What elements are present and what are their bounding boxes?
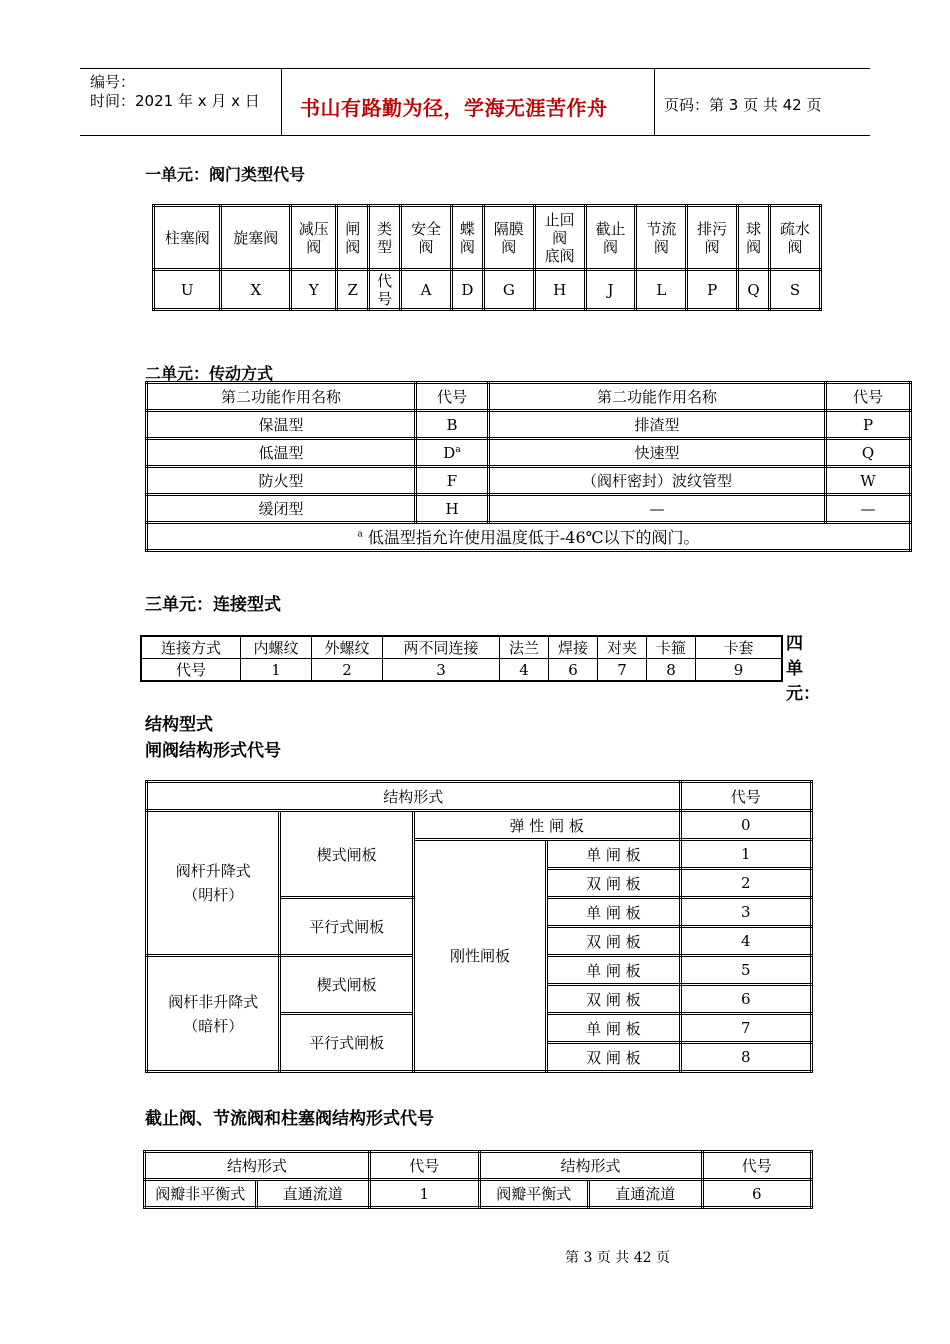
connection-code-row xyxy=(141,659,782,682)
header-page-label: 页码：第 3 页 共 42 页 xyxy=(664,96,822,114)
structure-code: 1 xyxy=(680,840,811,869)
single-gate-cell: 单 闸 板 xyxy=(547,1014,680,1043)
header-divider-right xyxy=(654,68,655,136)
table-row xyxy=(147,439,911,467)
page-footer: 第 3 页 共 42 页 xyxy=(565,1250,670,1266)
structure-code: 8 xyxy=(680,1043,811,1072)
valve-type-name: 闸 阀 xyxy=(337,206,369,270)
wedge-gate-cell: 楔式闸板 xyxy=(280,811,413,898)
col-header: 第二功能作用名称 xyxy=(147,383,416,411)
connection-code: 9 xyxy=(696,659,783,682)
valve-type-name: 隔膜 阀 xyxy=(483,206,534,270)
connection-header: 连接方式 xyxy=(141,636,241,659)
valve-type-code: J xyxy=(585,270,636,310)
connection-header: 代号 xyxy=(141,659,241,682)
elastic-gate-cell: 弹 性 闸 板 xyxy=(413,811,680,840)
stem-nonrising-sub: （暗杆） xyxy=(183,1016,244,1035)
col-header: 结构形式 xyxy=(479,1152,702,1180)
disc-type: 阀瓣平衡式 xyxy=(479,1180,588,1208)
drive-mode-table xyxy=(145,381,912,552)
connection-code: 2 xyxy=(312,659,383,682)
col-header: 第二功能作用名称 xyxy=(489,383,826,411)
function-name: 快速型 xyxy=(489,439,826,467)
connection-type-table xyxy=(140,635,783,682)
connection-code: 6 xyxy=(549,659,598,682)
col-header: 代号 xyxy=(702,1152,812,1180)
connection-name-row xyxy=(141,636,782,659)
valve-type-name: 类 型 xyxy=(369,206,401,270)
valve-type-code: Q xyxy=(738,270,770,310)
function-name: 低温型 xyxy=(147,439,416,467)
header-date-label: 时间：2021 年 x 月 x 日 xyxy=(90,92,260,110)
valve-type-code: X xyxy=(221,270,291,310)
valve-type-code: Y xyxy=(291,270,337,310)
valve-type-code: 代 号 xyxy=(369,270,401,310)
header-top-rule xyxy=(80,68,870,69)
unit5-title: 截止阀、节流阀和柱塞阀结构形式代号 xyxy=(145,1109,434,1129)
valve-type-code: U xyxy=(154,270,221,310)
col-header: 代号 xyxy=(370,1152,479,1180)
connection-name: 卡箍 xyxy=(647,636,696,659)
table-header-row xyxy=(147,782,812,811)
double-gate-cell: 双 闸 板 xyxy=(547,985,680,1014)
function-code: — xyxy=(826,495,911,523)
single-gate-cell: 单 闸 板 xyxy=(547,956,680,985)
valve-type-name: 安全 阀 xyxy=(401,206,452,270)
function-name: 保温型 xyxy=(147,411,416,439)
side-label-char: 四 xyxy=(786,634,803,654)
parallel-gate-cell: 平行式闸板 xyxy=(280,1014,413,1072)
unit1-title: 一单元：阀门类型代号 xyxy=(145,165,306,184)
footnote xyxy=(147,523,911,551)
function-code: $D^a$ xyxy=(416,439,489,467)
side-label-char: 单 xyxy=(786,659,803,679)
side-label-char: 元： xyxy=(786,684,820,704)
connection-code: 7 xyxy=(598,659,647,682)
function-name: — xyxy=(489,495,826,523)
flow-path: 直通流道 xyxy=(256,1180,370,1208)
flow-path: 直通流道 xyxy=(588,1180,702,1208)
function-code: W xyxy=(826,467,911,495)
connection-code: 1 xyxy=(241,659,312,682)
connection-code: 8 xyxy=(647,659,696,682)
col-header: 结构形式 xyxy=(147,782,681,811)
valve-type-code: P xyxy=(687,270,738,310)
structure-code: 7 xyxy=(680,1014,811,1043)
function-name: 缓闭型 xyxy=(147,495,416,523)
single-gate-cell: 单 闸 板 xyxy=(547,840,680,869)
stem-rising-cell xyxy=(147,811,280,956)
stem-nonrising-cell xyxy=(147,956,280,1072)
valve-type-name: 止回 阀 底阀 xyxy=(534,206,585,270)
disc-type: 阀瓣非平衡式 xyxy=(145,1180,257,1208)
header-bottom-rule xyxy=(80,135,870,136)
wedge-gate-cell: 楔式闸板 xyxy=(280,956,413,1014)
footnote-marker: a xyxy=(455,444,461,455)
function-code: F xyxy=(416,467,489,495)
rigid-gate-cell: 刚性闸板 xyxy=(413,840,546,1072)
function-code: Q xyxy=(826,439,911,467)
valve-type-name: 球 阀 xyxy=(738,206,770,270)
function-code: P xyxy=(826,411,911,439)
header-id-label: 编号： xyxy=(90,73,136,91)
valve-type-name: 截止 阀 xyxy=(585,206,636,270)
valve-type-name: 排污 阀 xyxy=(687,206,738,270)
valve-type-name: 减压 阀 xyxy=(291,206,337,270)
double-gate-cell: 双 闸 板 xyxy=(547,1043,680,1072)
col-header: 结构形式 xyxy=(145,1152,370,1180)
footnote-marker: a xyxy=(357,529,363,540)
col-header: 代号 xyxy=(416,383,489,411)
table-header-row xyxy=(145,1152,812,1180)
valve-type-code-row xyxy=(154,270,821,310)
table-row xyxy=(147,495,911,523)
structure-code: 6 xyxy=(702,1180,812,1208)
structure-code: 2 xyxy=(680,869,811,898)
connection-name: 卡套 xyxy=(696,636,783,659)
double-gate-cell: 双 闸 板 xyxy=(547,869,680,898)
drive-mode-header-row xyxy=(147,383,911,411)
unit4-side-label xyxy=(786,632,820,707)
table-row xyxy=(147,467,911,495)
gate-valve-structure-table xyxy=(145,780,813,1073)
connection-name: 外螺纹 xyxy=(312,636,383,659)
valve-type-name: 蝶 阀 xyxy=(451,206,483,270)
connection-name: 对夹 xyxy=(598,636,647,659)
valve-type-code: Z xyxy=(337,270,369,310)
connection-name: 法兰 xyxy=(500,636,549,659)
header-divider-left xyxy=(281,68,282,136)
valve-type-code: A xyxy=(401,270,452,310)
unit2-title: 二单元：传动方式 xyxy=(145,364,274,383)
valve-type-name: 柱塞阀 xyxy=(154,206,221,270)
valve-type-table xyxy=(152,204,822,311)
valve-type-name: 疏水 阀 xyxy=(770,206,821,270)
header-motto: 书山有路勤为径，学海无涯苦作舟 xyxy=(300,96,608,120)
function-name: 防火型 xyxy=(147,467,416,495)
parallel-gate-cell: 平行式闸板 xyxy=(280,898,413,956)
structure-code: 6 xyxy=(680,985,811,1014)
connection-name: 两不同连接 xyxy=(383,636,500,659)
table-row xyxy=(145,1180,812,1208)
unit3-title: 三单元：连接型式 xyxy=(145,595,281,615)
col-header: 代号 xyxy=(680,782,811,811)
valve-type-code: H xyxy=(534,270,585,310)
connection-code: 4 xyxy=(500,659,549,682)
connection-name: 焊接 xyxy=(549,636,598,659)
function-code: H xyxy=(416,495,489,523)
valve-type-code: G xyxy=(483,270,534,310)
structure-code: 1 xyxy=(370,1180,479,1208)
footnote-row xyxy=(147,523,911,551)
table-row xyxy=(147,811,812,840)
valve-type-code: S xyxy=(770,270,821,310)
valve-type-name: 旋塞阀 xyxy=(221,206,291,270)
footnote-text: 低温型指允许使用温度低于-46℃以下的阀门。 xyxy=(367,528,700,547)
structure-code: 0 xyxy=(680,811,811,840)
table-row xyxy=(147,411,911,439)
unit4-title: 结构型式 xyxy=(145,715,213,735)
valve-type-code: L xyxy=(636,270,687,310)
double-gate-cell: 双 闸 板 xyxy=(547,927,680,956)
valve-type-code: D xyxy=(451,270,483,310)
stem-nonrising-label: 阀杆非升降式 xyxy=(168,992,259,1011)
function-name: （阀杆密封）波纹管型 xyxy=(489,467,826,495)
stem-rising-sub: （明杆） xyxy=(183,886,244,904)
single-gate-cell: 单 闸 板 xyxy=(547,898,680,927)
connection-code: 3 xyxy=(383,659,500,682)
valve-type-name: 节流 阀 xyxy=(636,206,687,270)
col-header: 代号 xyxy=(826,383,911,411)
gate-valve-subtitle: 闸阀结构形式代号 xyxy=(145,741,281,761)
function-name: 排渣型 xyxy=(489,411,826,439)
connection-name: 内螺纹 xyxy=(241,636,312,659)
stem-rising-label: 阀杆升降式 xyxy=(175,862,251,880)
structure-code: 5 xyxy=(680,956,811,985)
function-code: B xyxy=(416,411,489,439)
valve-type-name-row xyxy=(154,206,821,270)
structure-code: 4 xyxy=(680,927,811,956)
structure-code: 3 xyxy=(680,898,811,927)
globe-valve-structure-table xyxy=(143,1150,813,1209)
